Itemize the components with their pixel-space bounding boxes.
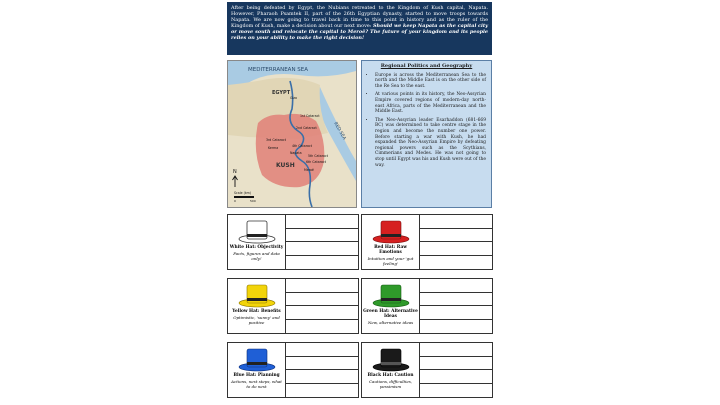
map-label-sea: MEDITERRANEAN SEA (248, 67, 309, 73)
scale-bar-icon (234, 196, 254, 198)
info-bullet: • The Neo-Assyrian leader Esarhaddon (681-669 BC) was determined to take centre stage in the region and become the number one power. Before starting a war with Kush, he had expanded the Neo-Assyrian Empire by defeating regional powers such as the Scythians, Cimmerians and Medes. He was not going to stop until Egypt was his and Kush were out of the way. (375, 118, 486, 168)
map-label-kush: KUSH (276, 162, 295, 169)
answer-lines[interactable] (420, 215, 492, 269)
scale-end: 500 (250, 199, 256, 203)
hat-card-black (361, 342, 493, 398)
map-place: 4th Cataract (292, 144, 312, 148)
answer-lines[interactable] (286, 279, 358, 333)
hat-title: Black Hat: Caution (367, 373, 414, 378)
map-place: Meroë (304, 168, 314, 172)
intro-box (227, 2, 492, 55)
map-place: Giza (290, 96, 297, 100)
map-place: Napata (290, 151, 302, 155)
hat-card-red (361, 214, 493, 270)
blue-hat-icon (237, 346, 277, 372)
north-label: N (233, 169, 237, 175)
map-graphic (228, 61, 356, 207)
black-hat-icon (371, 346, 411, 372)
hat-desc: New, alternative ideas (367, 320, 414, 325)
hat-desc: Optimistic, 'sunny' and positive (233, 315, 280, 325)
map-label-red-sea: RED SEA (332, 121, 347, 142)
hat-title: Blue Hat: Planning (233, 373, 280, 378)
answer-lines[interactable] (286, 343, 358, 397)
green-hat-icon (371, 282, 411, 308)
north-arrow-icon (233, 176, 238, 187)
info-bullet: • Europe is across the Mediterranean Sea to the north and the Middle East is on the other side of the Re Sea to the east. (375, 73, 486, 90)
info-title: Regional Politics and Geography (380, 63, 473, 69)
white-hat-icon (237, 218, 277, 244)
hat-desc: Intuition and your 'gut feeling' (367, 256, 414, 266)
answer-lines[interactable] (286, 215, 358, 269)
kush-map (227, 60, 357, 208)
red-hat-icon (371, 218, 411, 244)
hat-desc: Facts, figures and data only! (233, 251, 280, 261)
hat-title: White Hat: Objectivity (229, 245, 284, 250)
hat-title: Green Hat: Alternative Ideas (363, 309, 418, 319)
intro-question: Should we keep Napata as the capital city or move south and relocate the capital to Meroë? The future of your kingdom and its people relies on your ability to make the right decision! (231, 23, 488, 41)
hat-card-green (361, 278, 493, 334)
hat-title: Yellow Hat: Benefits (232, 309, 281, 314)
hat-title: Red Hat: Raw Emotions (374, 245, 407, 255)
hat-desc: Actions, next steps, what to do next (231, 379, 282, 389)
info-bullet: • At various points in its history, the Neo-Assyrian Empire covered regions of modern-day north-east Africa, parts of the Mediterranean and the Middle East. (375, 92, 486, 114)
scale-label: Scale (km) (234, 191, 252, 195)
map-place: 6th Cataract (306, 160, 326, 164)
map-place: 2nd Cataract (296, 126, 317, 130)
answer-lines[interactable] (420, 279, 492, 333)
map-place: 5th Cataract (308, 154, 328, 158)
scale-start: 0 (234, 199, 236, 203)
hat-card-blue (227, 342, 359, 398)
answer-lines[interactable] (420, 343, 492, 397)
worksheet (225, 0, 496, 405)
map-place: Kerma (268, 146, 279, 150)
hat-card-yellow (227, 278, 359, 334)
map-place: 1st Cataract (300, 114, 320, 118)
map-place: 3rd Cataract (266, 138, 286, 142)
intro-text: After being defeated by Egypt, the Nubians retreated to the Kingdom of Kush capital, Napata. However, Pharaoh Psamtek II, part of the 26th Egyptian dynasty, started to move troops towards Napata. We are now going to travel back in time to this point in history and as the ruler of the Kingdom of Kush, make a decision about our next move: (231, 5, 488, 29)
hat-card-white (227, 214, 359, 270)
info-box (361, 60, 492, 208)
yellow-hat-icon (237, 282, 277, 308)
map-label-egypt: EGYPT (272, 90, 291, 96)
info-list (367, 73, 486, 169)
hat-desc: Cautions, difficulties, pessimism (368, 379, 413, 389)
